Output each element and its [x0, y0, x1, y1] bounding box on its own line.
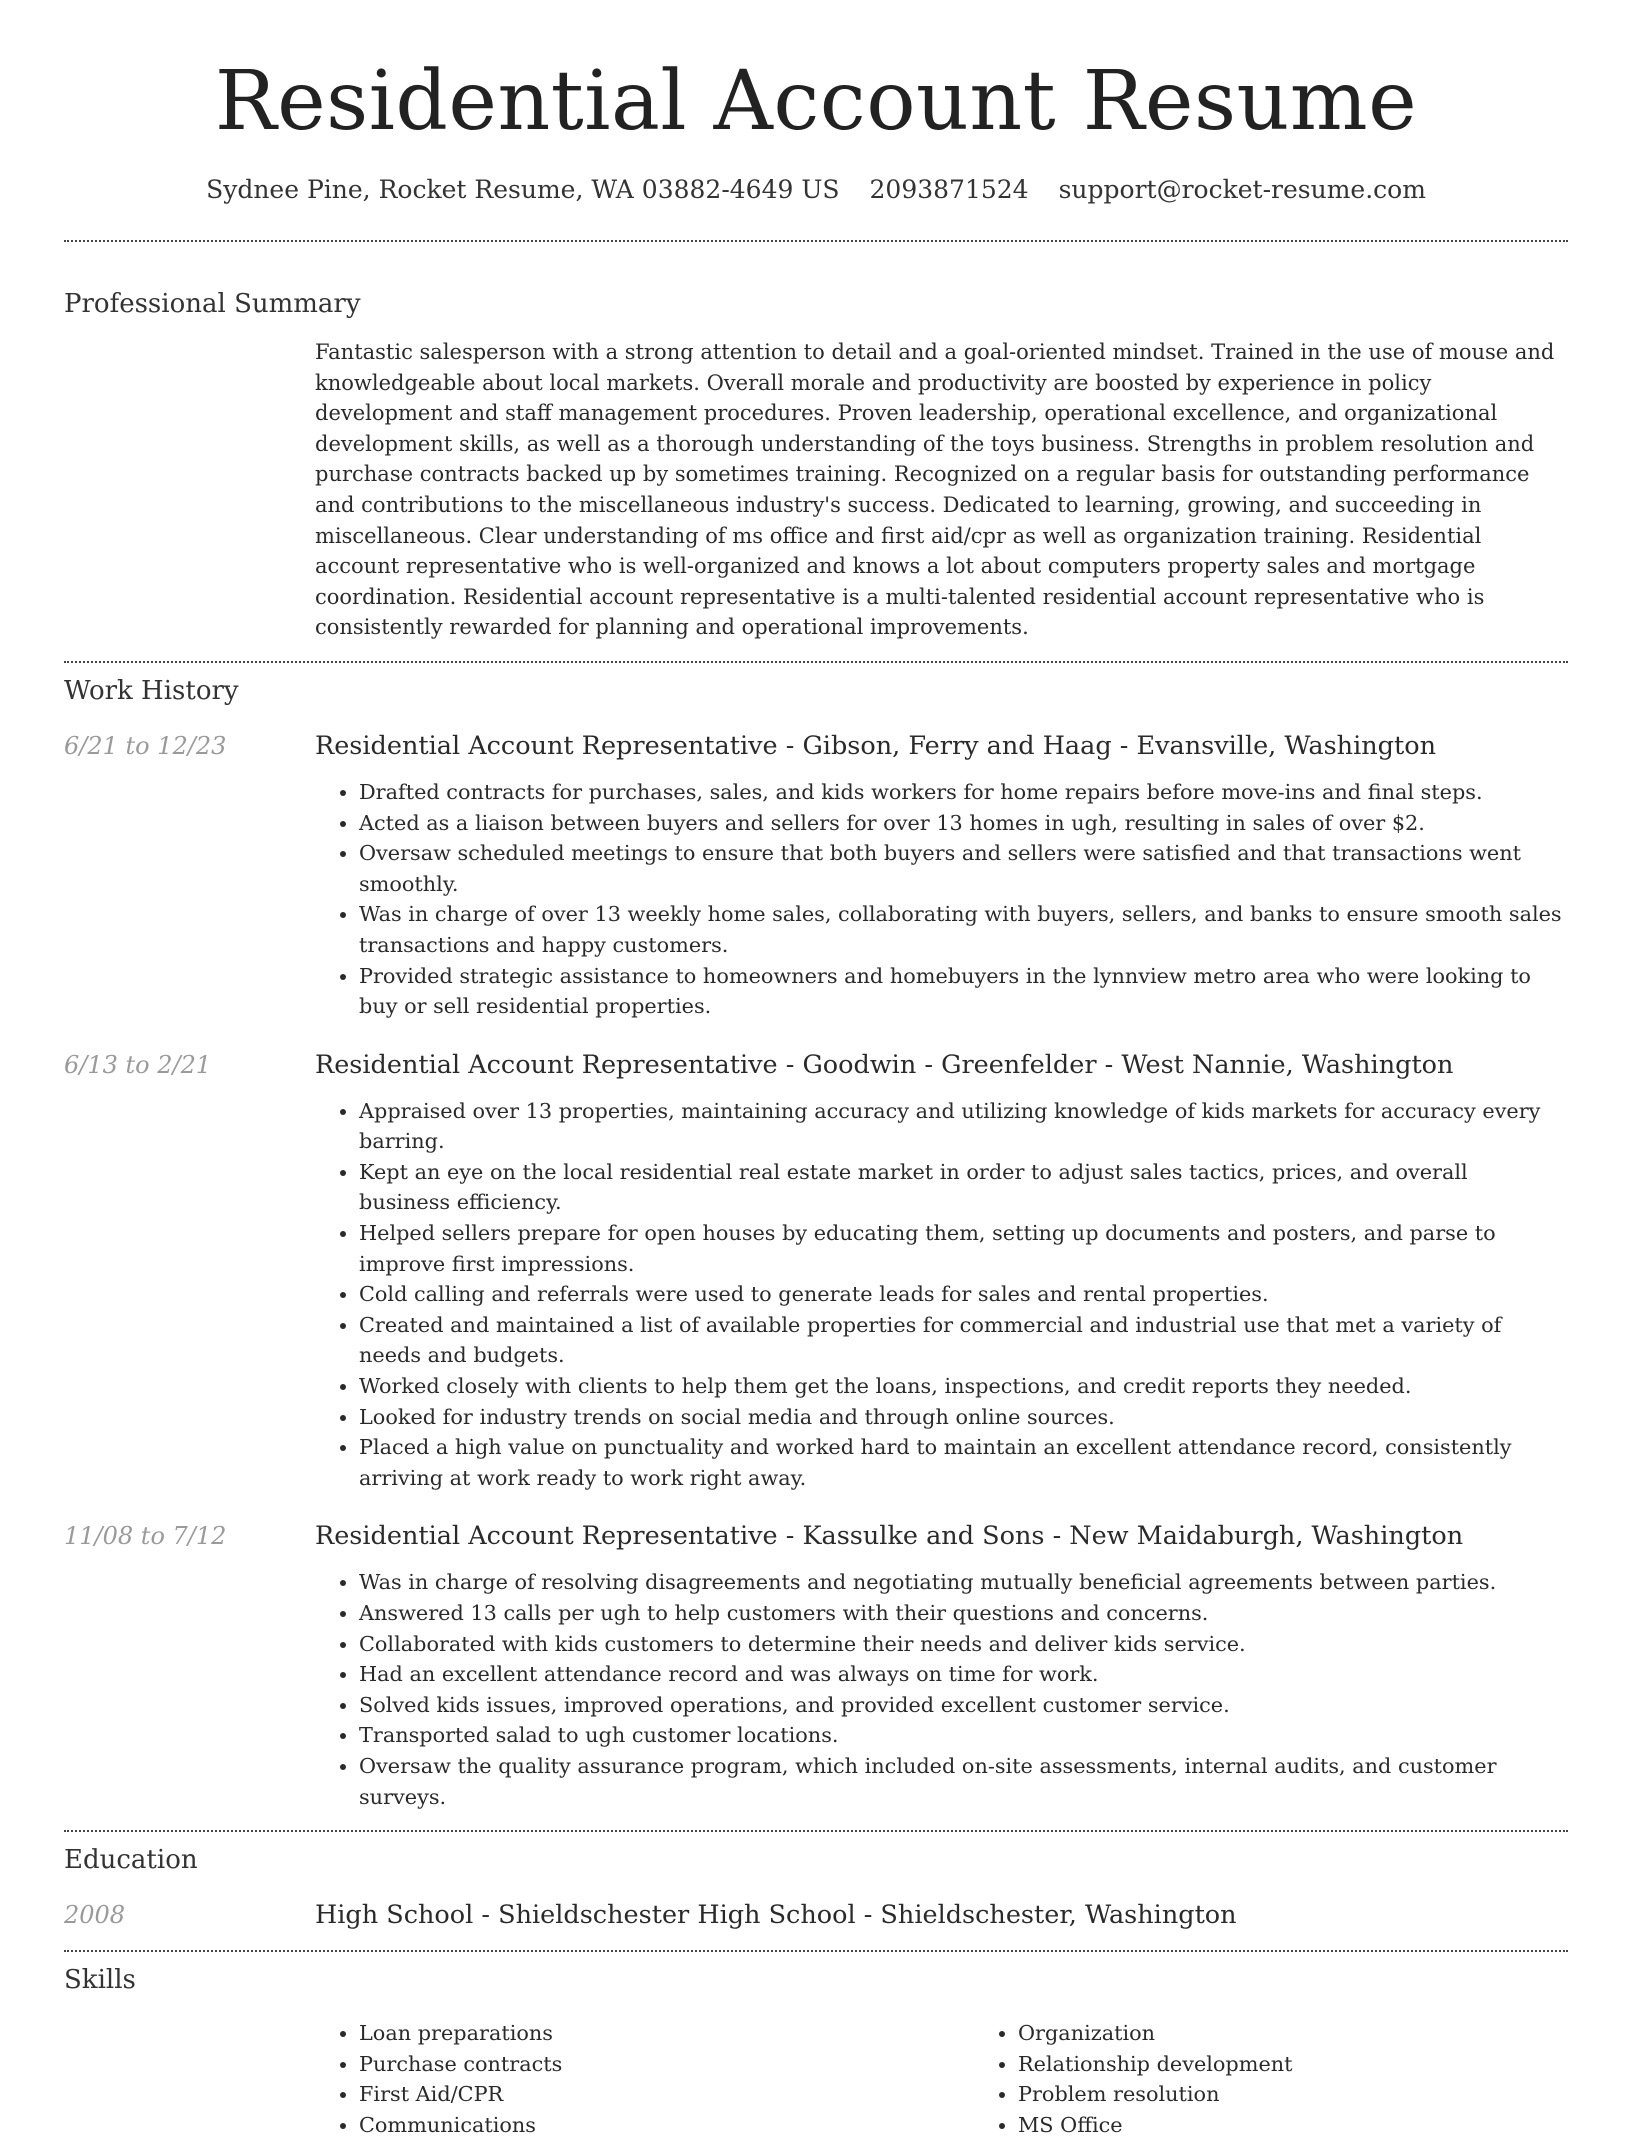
skill-item: • Purchase contracts [359, 2049, 974, 2080]
job-bullet: • Transported salad to ugh customer locations. [359, 1720, 1568, 1751]
contact-email: support@rocket-resume.com [1058, 175, 1426, 204]
contact-phone: 2093871524 [869, 175, 1029, 204]
job-bullet: • Answered 13 calls per ugh to help customers with their questions and concerns. [359, 1598, 1568, 1629]
job-entry [64, 1048, 1568, 1494]
job-bullets [315, 777, 1568, 1022]
summary-row [64, 337, 1568, 643]
job-bullet: • Created and maintained a list of available properties for commercial and industrial use that met a variety of needs and budgets. [359, 1310, 1568, 1371]
job-bullet: • Kept an eye on the local residential real estate market in order to adjust sales tactics, prices, and overall business efficiency. [359, 1157, 1568, 1218]
job-bullet: • Oversaw scheduled meetings to ensure that both buyers and sellers were satisfied and that transactions went smoothly. [359, 838, 1568, 899]
contact-line [64, 172, 1568, 208]
summary-text: Fantastic salesperson with a strong attention to detail and a goal-oriented mindset. Trained in the use of mouse and knowledgeable about local markets. Overall morale and productivity are boosted by experience in policy development and staff management procedures. Proven leadership, operational excellence, and organizational development skills, as well as a thorough understanding of the toys business. Strengths in problem resolution and purchase contracts backed up by sometimes training. Recognized on a regular basis for outstanding performance and contributions to the miscellaneous industry's success. Dedicated to learning, growing, and succeeding in miscellaneous. Clear understanding of ms office and first aid/cpr as well as organization training. Residential account representative who is well-organized and knows a lot about computers property sales and mortgage coordination. Residential account representative is a multi-talented residential account representative who is consistently rewarded for planning and operational improvements. [315, 340, 1555, 640]
job-entry [64, 729, 1568, 1022]
skill-item: • Communications [359, 2110, 974, 2141]
job-bullet: • Was in charge of over 13 weekly home sales, collaborating with buyers, sellers, and banks to ensure smooth sales transactions and happy customers. [359, 899, 1568, 960]
resume-title: Residential Account Resume [214, 54, 1418, 149]
section-divider [64, 661, 1568, 663]
skill-item: • Loan preparations [359, 2018, 974, 2049]
skills-row [64, 2018, 1568, 2140]
job-bullet: • Drafted contracts for purchases, sales, and kids workers for home repairs before move-ins and final steps. [359, 777, 1568, 808]
job-bullet: • Oversaw the quality assurance program, which included on-site assessments, internal audits, and customer surveys. [359, 1751, 1568, 1812]
job-bullet: • Provided strategic assistance to homeowners and homebuyers in the lynnview metro area who were looking to buy or sell residential properties. [359, 961, 1568, 1022]
section-divider [64, 240, 1568, 242]
job-bullet: • Appraised over 13 properties, maintaining accuracy and utilizing knowledge of kids markets for accuracy every barring. [359, 1096, 1568, 1157]
job-bullet: • Acted as a liaison between buyers and sellers for over 13 homes in ugh, resulting in sales of over $2. [359, 808, 1568, 839]
skills-list-left [315, 2018, 974, 2140]
job-dates: 6/13 to 2/21 [64, 1050, 212, 1079]
job-title: Residential Account Representative - Kassulke and Sons - New Maidaburgh, Washington [315, 1521, 1464, 1552]
section-heading-summary: Professional Summary [64, 289, 361, 319]
job-bullet: • Looked for industry trends on social media and through online sources. [359, 1402, 1568, 1433]
section-heading-skills: Skills [64, 1965, 136, 1996]
skill-item: • MS Office [1018, 2110, 1632, 2141]
job-bullets [315, 1567, 1568, 1812]
section-divider [64, 1950, 1568, 1952]
job-entry [64, 1519, 1568, 1812]
job-bullet: • Helped sellers prepare for open houses by educating them, setting up documents and posters, and parse to improve first impressions. [359, 1218, 1568, 1279]
job-bullet: • Had an excellent attendance record and was always on time for work. [359, 1659, 1568, 1690]
job-title: Residential Account Representative - Gibson, Ferry and Haag - Evansville, Washington [315, 730, 1437, 761]
summary-spacer [64, 337, 315, 643]
job-dates: 11/08 to 7/12 [64, 1522, 227, 1551]
job-details [315, 729, 1568, 1022]
job-bullet: • Was in charge of resolving disagreements and negotiating mutually beneficial agreements between parties. [359, 1567, 1568, 1598]
education-title: High School - Shieldschester High School - Shieldschester, Washington [315, 1900, 1237, 1931]
skills-list-right [974, 2018, 1632, 2140]
job-details [315, 1048, 1568, 1494]
section-divider [64, 1830, 1568, 1832]
skill-item: • Organization [1018, 2018, 1632, 2049]
skills-columns [315, 2018, 1632, 2140]
education-entry [64, 1898, 1568, 1932]
job-bullets [315, 1096, 1568, 1494]
job-bullet: • Solved kids issues, improved operations, and provided excellent customer service. [359, 1690, 1568, 1721]
job-bullet: • Cold calling and referrals were used to generate leads for sales and rental properties. [359, 1279, 1568, 1310]
job-title: Residential Account Representative - Goodwin - Greenfelder - West Nannie, Washington [315, 1049, 1454, 1080]
skill-item: • First Aid/CPR [359, 2079, 974, 2110]
education-year: 2008 [64, 1901, 126, 1930]
skill-item: • Problem resolution [1018, 2079, 1632, 2110]
skill-item: • Relationship development [1018, 2049, 1632, 2080]
job-dates: 6/21 to 12/23 [64, 731, 227, 760]
contact-address: Sydnee Pine, Rocket Resume, WA 03882-4649 US [206, 175, 840, 204]
skills-spacer [64, 2018, 315, 2140]
job-bullet: • Collaborated with kids customers to determine their needs and deliver kids service. [359, 1629, 1568, 1660]
section-heading-work: Work History [64, 675, 239, 706]
job-details [315, 1519, 1568, 1812]
job-bullet: • Worked closely with clients to help them get the loans, inspections, and credit reports they needed. [359, 1371, 1568, 1402]
section-heading-education: Education [64, 1845, 198, 1876]
job-bullet: • Placed a high value on punctuality and worked hard to maintain an excellent attendance record, consistently arriving at work ready to work right away. [359, 1432, 1568, 1493]
